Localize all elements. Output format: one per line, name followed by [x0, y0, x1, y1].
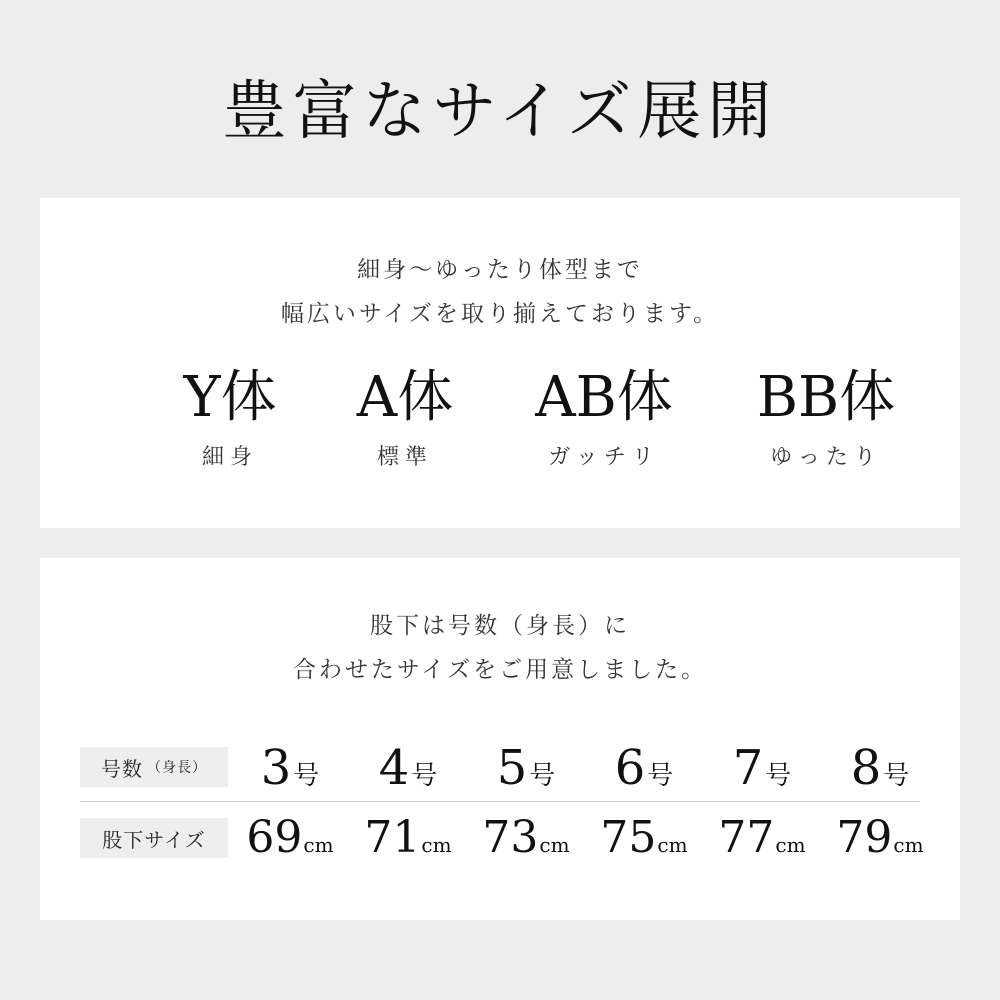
body-type-name: AB体	[535, 365, 673, 430]
size-number: 3	[260, 740, 292, 796]
body-type-name: A体	[356, 365, 454, 430]
size-intro-line-1: 股下は号数（身長）に	[370, 613, 630, 639]
inseam-unit: cm	[539, 833, 570, 857]
inseam-value: 75	[600, 812, 657, 863]
size-unit: 号	[293, 761, 320, 791]
inseam-cell	[825, 810, 935, 866]
page-title: 豊富なサイズ展開	[222, 75, 778, 149]
size-number-cell	[707, 738, 817, 798]
size-number-cell	[471, 738, 581, 798]
inseam-value: 69	[246, 812, 303, 863]
inseam-cell	[707, 810, 817, 866]
size-number-label-sub: （身長）	[147, 760, 207, 776]
body-type-desc: 標準	[376, 445, 433, 470]
body-type-desc: ガッチリ	[548, 445, 660, 470]
body-type-desc: ゆったり	[770, 445, 882, 470]
size-number: 5	[496, 740, 528, 796]
inseam-unit: cm	[657, 833, 688, 857]
body-type-bb	[726, 366, 926, 471]
table-divider	[80, 801, 920, 802]
size-unit: 号	[411, 761, 438, 791]
body-type-y	[130, 366, 330, 471]
size-unit: 号	[647, 761, 674, 791]
inseam-label: 股下サイズ	[80, 818, 228, 858]
size-number-cell	[589, 738, 699, 798]
size-number: 7	[732, 740, 764, 796]
size-unit: 号	[529, 761, 556, 791]
size-unit: 号	[883, 761, 910, 791]
size-number-cell	[235, 738, 345, 798]
size-table-panel	[40, 558, 960, 920]
size-number-cell	[825, 738, 935, 798]
size-number-label	[80, 747, 228, 787]
body-type-desc: 細身	[201, 445, 258, 470]
size-number-cell	[353, 738, 463, 798]
size-number: 8	[850, 740, 882, 796]
inseam-value: 71	[364, 812, 421, 863]
inseam-unit: cm	[775, 833, 806, 857]
inseam-unit: cm	[893, 833, 924, 857]
inseam-cell	[235, 810, 345, 866]
inseam-cell	[353, 810, 463, 866]
size-intro-line-2: 合わせたサイズをご用意しました。	[292, 657, 708, 683]
inseam-value: 79	[836, 812, 893, 863]
body-type-intro-line-2: 幅広いサイズを取り揃えております。	[280, 301, 720, 327]
size-unit: 号	[765, 761, 792, 791]
inseam-value: 73	[482, 812, 539, 863]
body-type-intro-line-1: 細身〜ゆったり体型まで	[357, 257, 643, 283]
body-type-name: BB体	[756, 365, 896, 430]
size-number-label-text: 号数	[101, 756, 143, 781]
size-number: 6	[614, 740, 646, 796]
body-type-panel	[40, 198, 960, 528]
body-type-name: Y体	[183, 365, 277, 430]
inseam-unit: cm	[421, 833, 452, 857]
inseam-cell	[589, 810, 699, 866]
body-type-intro	[40, 248, 960, 336]
size-intro	[40, 604, 960, 692]
inseam-cell	[471, 810, 581, 866]
inseam-value: 77	[718, 812, 775, 863]
size-number: 4	[378, 740, 410, 796]
body-type-ab	[504, 366, 704, 471]
inseam-unit: cm	[303, 833, 334, 857]
body-type-a	[305, 366, 505, 471]
